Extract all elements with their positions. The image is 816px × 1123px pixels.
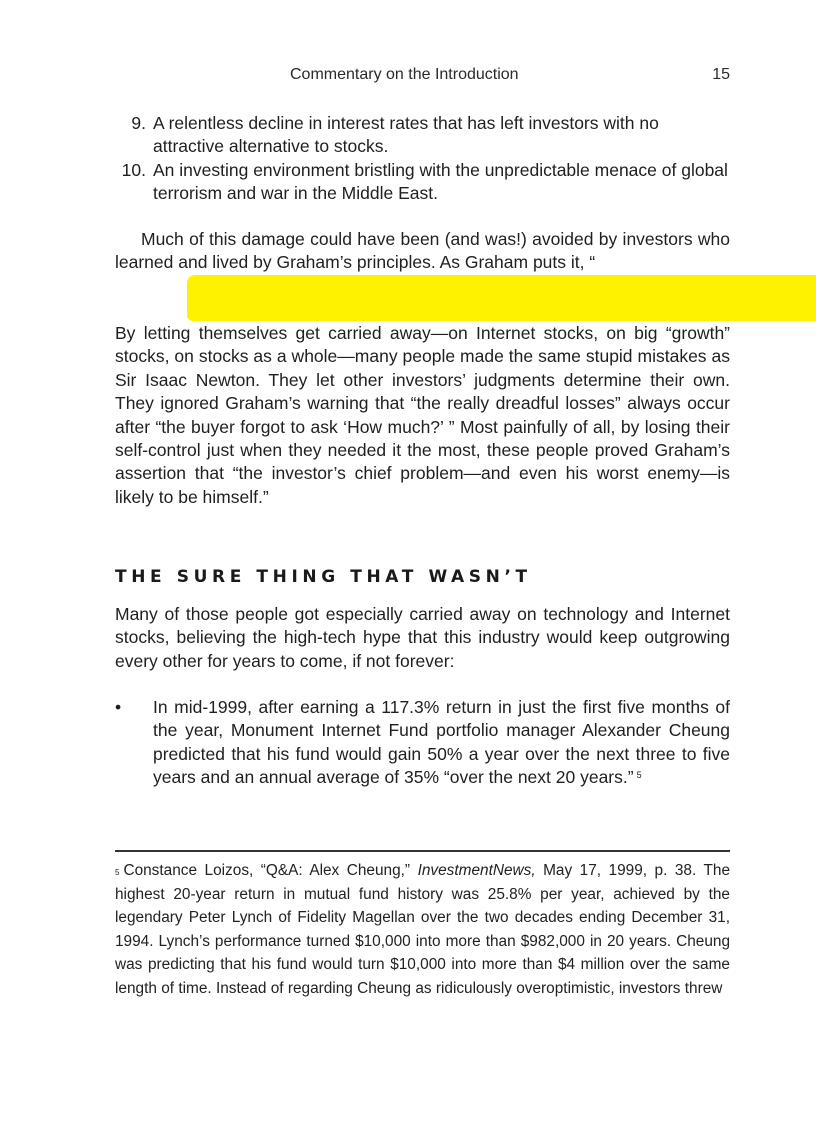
list-item-number: 9. <box>131 113 146 133</box>
running-head-title: Commentary on the Introduction <box>290 66 519 83</box>
footnote-publication: InvestmentNews, <box>417 862 536 879</box>
section-heading: THE SURE THING THAT WASN’T <box>115 567 532 587</box>
footnote-reference[interactable]: 5 <box>636 770 642 781</box>
paragraph-tech-hype: Many of those people got especially carried away on technology and Internet stocks, believing the high-tech hype that this industry would keep outgrowing every other for years to come, if not forever: <box>115 604 730 671</box>
footnote <box>115 859 730 1000</box>
footnote-text-after: May 17, 1999, p. 38. The highest 20-year return in mutual fund history was 25.8% per year, achieved by the legendary Peter Lynch of Fidelity Magellan over the two decades ending December 31, 1994. Lynch’s performance turned $10,000 into more than $982,000 in 20 years. Cheung was predicting that his fund would turn $10,000 into more than $4 million over the same length of time. Instead of regarding Cheung as ridiculously overoptimistic, investors threw <box>115 862 731 997</box>
bullet-list-item <box>115 696 730 790</box>
list-item-text: An investing environment bristling with the unpredictable menace of global terrorism and war in the Middle East. <box>153 159 728 204</box>
bullet-icon: • <box>115 697 122 717</box>
running-head <box>115 66 730 88</box>
numbered-list <box>115 112 730 206</box>
paragraph-graham-principles: Much of this damage could have been (and was!) avoided by investors who learned and lived by Graham’s principles. As Graham puts it, “ <box>115 229 730 273</box>
list-item-text: A relentless decline in interest rates that has left investors with no attractive alternative to stocks. <box>153 113 659 157</box>
bullet-text: In mid-1999, after earning a 117.3% return in just the first five months of the year, Monument Internet Fund portfolio manager Alexander Cheung predicted that his fund would gain 50% a year over the next three to five years and an annual average of 35% “over the next 20 years.” <box>153 697 730 788</box>
footnote-divider <box>115 850 730 852</box>
footnote-marker: 5 <box>115 868 120 877</box>
list-item <box>115 112 730 159</box>
footnote-text-before: Constance Loizos, “Q&A: Alex Cheung,” <box>123 862 418 879</box>
page-number: 15 <box>712 66 730 83</box>
list-item-number: 10. <box>121 159 146 180</box>
list-item <box>115 159 730 206</box>
paragraph-carried-away: By letting themselves get carried away—on Internet stocks, on big “growth” stocks, on stocks as a whole—many people made the same stupid mistakes as Sir Isaac Newton. They let other investors’ judgments determine their own. They ignored Graham’s warning that “the really dreadful losses” always occur after “the buyer forgot to ask ‘How much?’ ” Most painfully of all, by losing their self-control just when they needed it the most, these people proved Graham’s assertion that “the investor’s chief problem—and even his worst enemy—is likely to be himself.” <box>115 323 730 507</box>
highlighted-quote-mask <box>187 275 816 321</box>
